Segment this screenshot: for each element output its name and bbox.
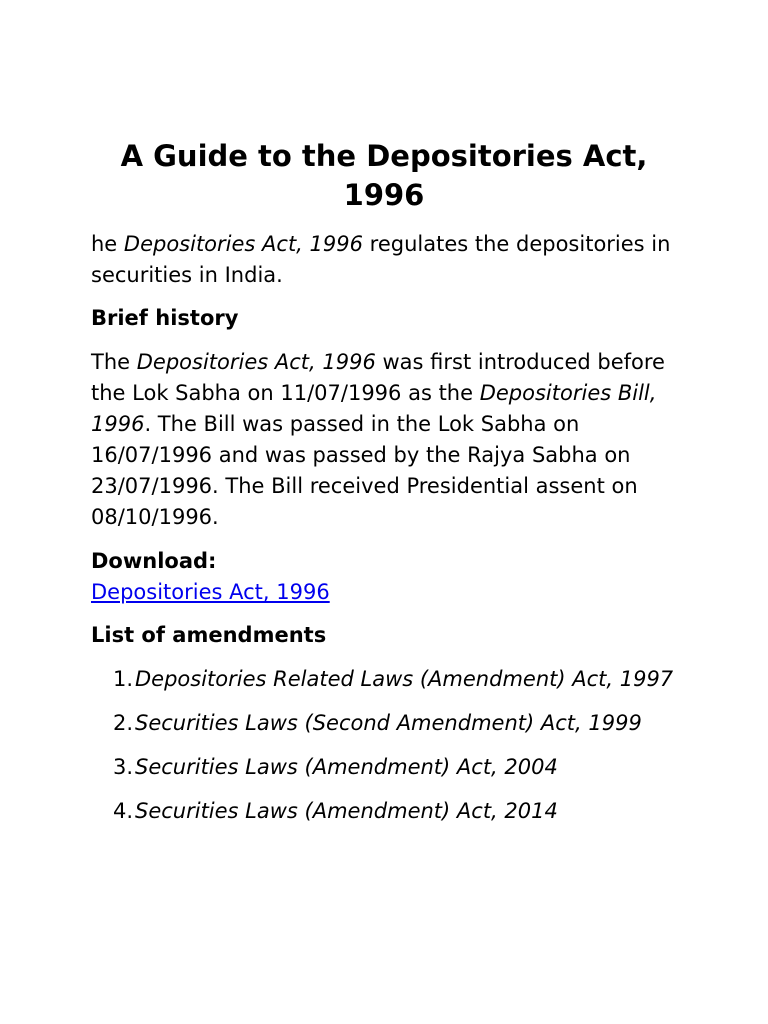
history-text-3: . The Bill was passed in the Lok Sabha on 16/07/1996 and was passed by the Rajya Sabha on 23/07/1996. The Bill received Presidential assent on 08/10/1996.	[91, 412, 638, 529]
amendments-list	[91, 664, 677, 827]
history-bill-name: Depositories Bill, 1996	[91, 381, 657, 436]
amendment-title: Securities Laws (Amendment) Act, 2014	[135, 799, 558, 823]
amendment-title: Securities Laws (Amendment) Act, 2004	[135, 755, 558, 779]
amendment-item	[91, 752, 677, 783]
download-act-link[interactable]: Depositories Act, 1996	[91, 580, 330, 604]
document-page	[91, 137, 677, 840]
intro-act-name: Depositories Act, 1996	[123, 232, 363, 256]
intro-prefix: he	[91, 232, 124, 256]
history-text-2: was first introduced before the Lok Sabha on 11/07/1996 as the	[91, 350, 665, 405]
intro-paragraph	[91, 229, 677, 291]
amendment-item	[91, 708, 677, 739]
amendment-title: Depositories Related Laws (Amendment) Act, 1997	[135, 667, 674, 691]
history-text-1: The	[91, 350, 137, 374]
amendments-heading: List of amendments	[91, 623, 327, 647]
download-section	[91, 546, 677, 608]
amendment-number: 3.	[113, 755, 134, 779]
history-act-name: Depositories Act, 1996	[136, 350, 376, 374]
amendment-item	[91, 664, 677, 695]
history-heading: Brief history	[91, 306, 239, 330]
download-label: Download:	[91, 549, 217, 573]
amendment-title: Securities Laws (Second Amendment) Act, 1999	[135, 711, 642, 735]
amendment-number: 1.	[113, 667, 134, 691]
page-title: A Guide to the Depositories Act, 1996	[120, 139, 648, 212]
history-paragraph	[91, 347, 677, 533]
amendment-item	[91, 796, 677, 827]
amendment-number: 4.	[113, 799, 134, 823]
amendment-number: 2.	[113, 711, 134, 735]
intro-suffix: regulates the depositories in securities in India.	[91, 232, 671, 287]
